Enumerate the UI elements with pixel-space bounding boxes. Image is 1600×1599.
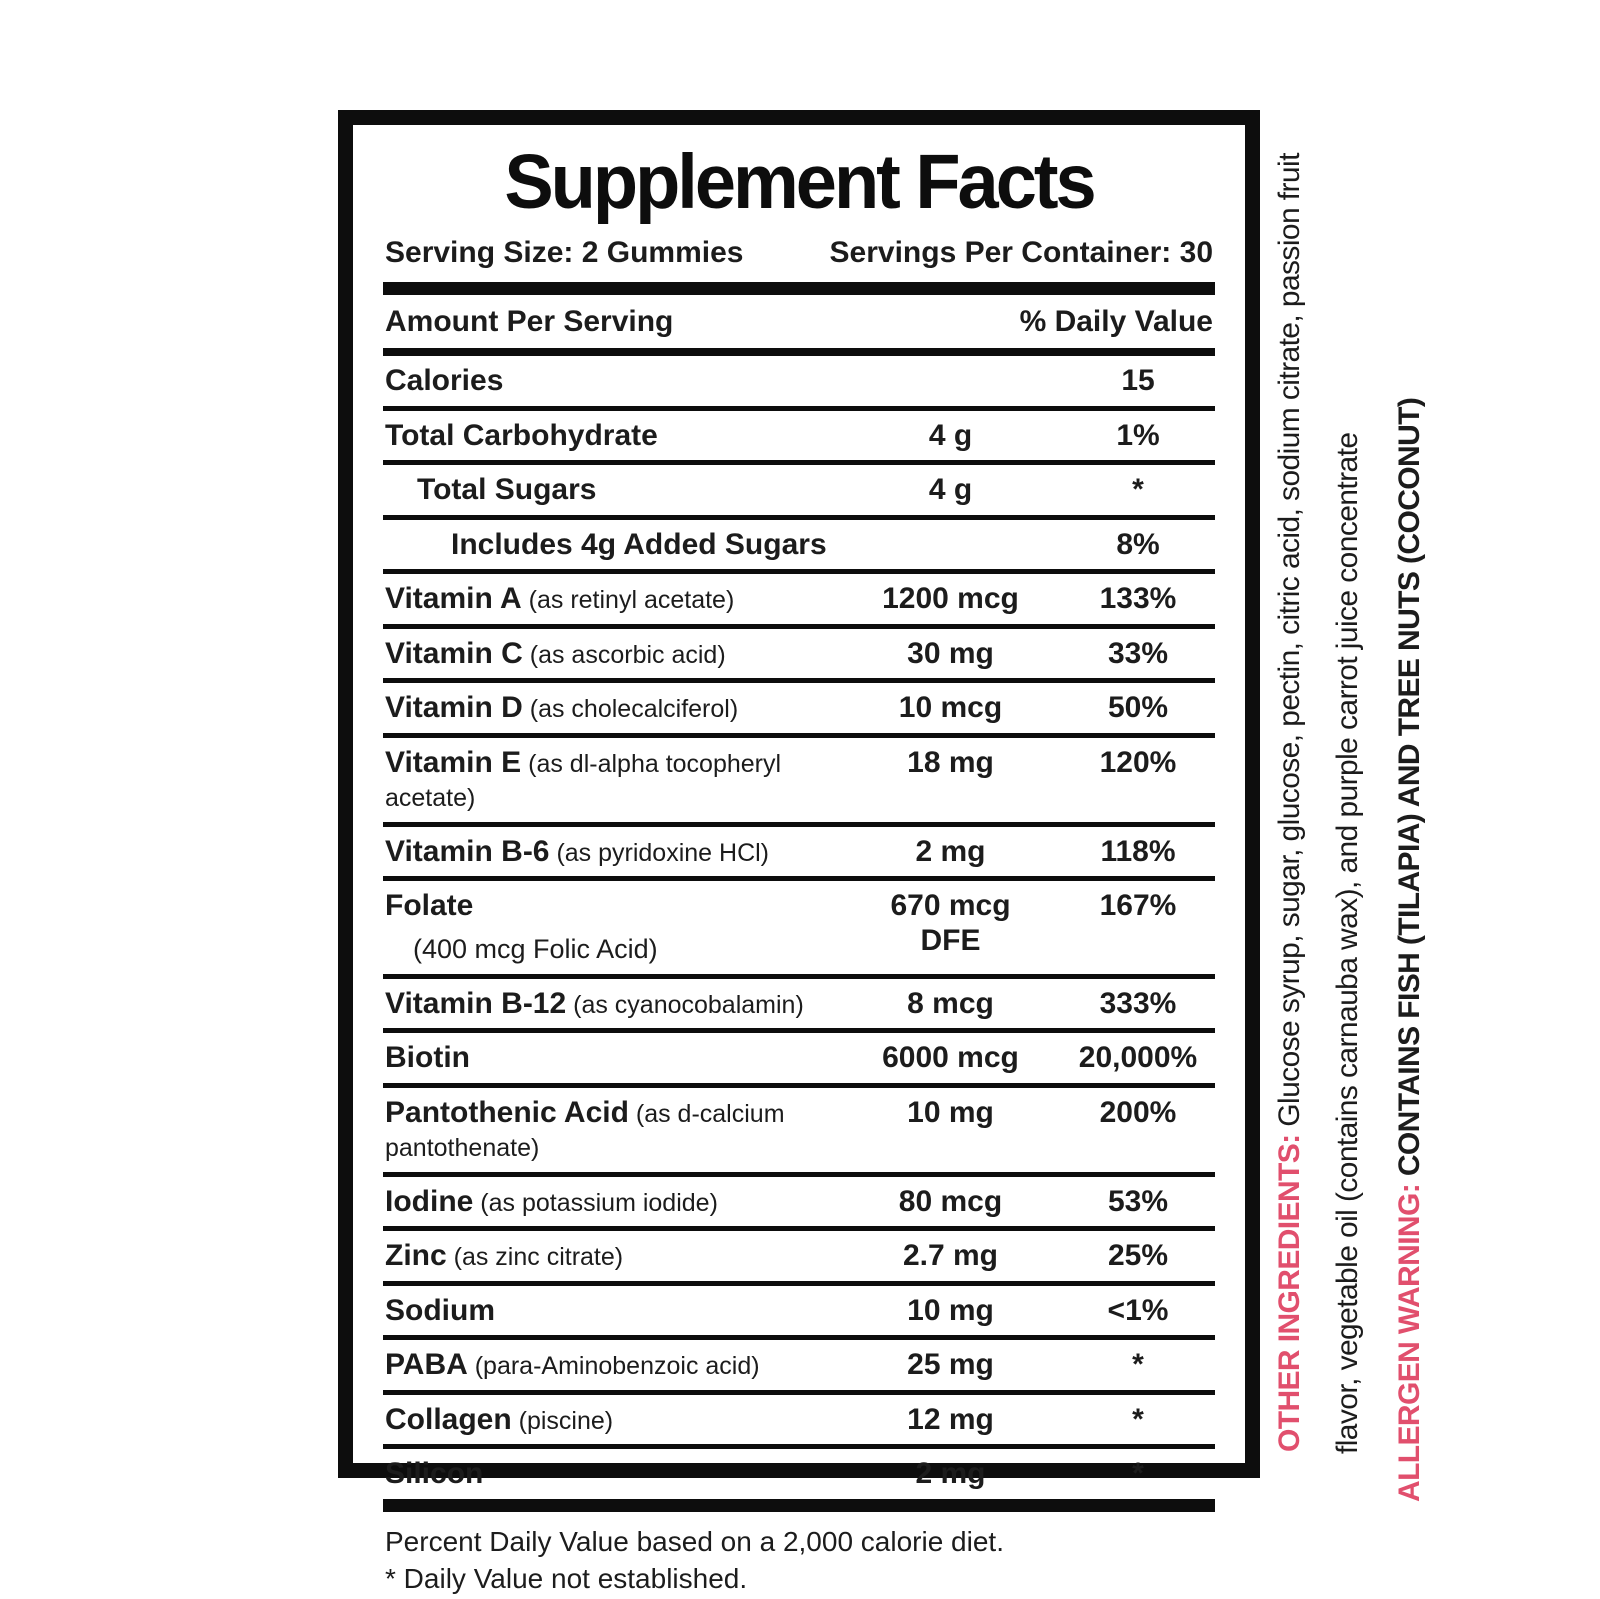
- nutrient-name: Vitamin E (as dl-alpha tocopheryl acetate): [385, 745, 782, 812]
- table-row: [383, 1088, 1215, 1177]
- nutrient-daily-value: 200%: [1099, 1095, 1177, 1129]
- nutrient-daily-value: <1%: [1107, 1293, 1169, 1327]
- nutrient-amount: 80 mcg: [898, 1184, 1003, 1218]
- table-row: [383, 881, 1215, 979]
- divider-thick-bottom: [383, 1499, 1215, 1512]
- nutrient-daily-value: *: [1132, 1457, 1144, 1491]
- nutrient-amount: 1200 mcg: [882, 582, 1019, 615]
- table-header-row: [383, 295, 1215, 356]
- table-row: [383, 356, 1215, 411]
- table-row: [383, 1231, 1215, 1286]
- nutrient-daily-value: 50%: [1107, 691, 1169, 724]
- nutrient-daily-value: 333%: [1099, 986, 1177, 1020]
- nutrient-name: Folate (400 mcg Folic Acid): [385, 889, 658, 964]
- nutrient-daily-value: 120%: [1099, 745, 1177, 779]
- divider-thick-top: [383, 282, 1215, 295]
- side-text-ingredients-line2: [1326, 433, 1370, 1454]
- nutrient-amount: 6000 mcg: [882, 1041, 1019, 1075]
- nutrient-name: Pantothenic Acid (as d-calcium pantothenate): [385, 1095, 785, 1163]
- allergen-warning-text: CONTAINS FISH (TILAPIA) AND TREE NUTS (COCONUT): [1393, 397, 1426, 1184]
- nutrient-daily-value: 33%: [1107, 636, 1169, 670]
- nutrient-amount: 10 mg: [907, 1095, 994, 1129]
- nutrient-amount: 12 mg: [907, 1402, 994, 1436]
- nutrient-name: PABA (para-Aminobenzoic acid): [385, 1348, 760, 1382]
- serving-info-row: [383, 234, 1215, 282]
- nutrient-amount: 2 mg: [915, 1457, 986, 1491]
- nutrient-name: Silicon: [385, 1457, 484, 1491]
- table-row: [383, 1395, 1215, 1450]
- side-text-allergen-warning: [1388, 398, 1432, 1502]
- nutrient-name: Collagen (piscine): [385, 1402, 614, 1436]
- supplement-facts-panel: [338, 110, 1260, 1594]
- table-row: [383, 1340, 1215, 1395]
- servings-per-container-text: Servings Per Container: 30: [829, 236, 1213, 269]
- nutrient-name: Sodium: [385, 1293, 495, 1327]
- allergen-warning-label: ALLERGEN WARNING:: [1393, 1183, 1426, 1502]
- table-row: [383, 979, 1215, 1034]
- nutrient-daily-value: *: [1132, 1402, 1144, 1436]
- table-row: [383, 1449, 1215, 1499]
- nutrient-amount: 10 mg: [907, 1293, 994, 1327]
- nutrient-daily-value: 25%: [1107, 1239, 1169, 1273]
- nutrient-daily-value: 15: [1121, 364, 1155, 397]
- side-text-ingredients-line1: [1268, 153, 1312, 1452]
- nutrient-amount: 4 g: [928, 473, 973, 506]
- table-row: [383, 1286, 1215, 1341]
- table-row: [383, 520, 1215, 575]
- facts-rows: [383, 356, 1215, 1499]
- nutrient-name: Biotin: [385, 1041, 470, 1075]
- nutrient-amount: 18 mg: [907, 745, 994, 779]
- nutrient-name: Includes 4g Added Sugars: [451, 527, 827, 561]
- footnote-line-1: Percent Daily Value based on a 2,000 calorie diet.: [385, 1525, 1004, 1557]
- nutrient-amount: 2 mg: [915, 834, 986, 868]
- table-row: [383, 629, 1215, 684]
- nutrient-daily-value: 133%: [1099, 582, 1177, 615]
- nutrient-name: Vitamin C (as ascorbic acid): [385, 636, 726, 670]
- footnote: [383, 1512, 1215, 1598]
- nutrient-name: Total Sugars: [417, 473, 597, 506]
- nutrient-name: Zinc (as zinc citrate): [385, 1239, 624, 1273]
- nutrient-amount: 10 mcg: [898, 691, 1003, 724]
- nutrient-name: Vitamin B-12 (as cyanocobalamin): [385, 986, 804, 1020]
- table-row: [383, 465, 1215, 520]
- nutrient-name: Calories: [385, 364, 504, 397]
- table-row: [383, 827, 1215, 882]
- table-row: [383, 411, 1215, 466]
- nutrient-daily-value: 1%: [1116, 418, 1160, 452]
- table-row: [383, 574, 1215, 629]
- nutrient-daily-value: 118%: [1100, 834, 1176, 868]
- serving-size-text: Serving Size: 2 Gummies: [385, 236, 744, 269]
- nutrient-name: Vitamin A (as retinyl acetate): [385, 582, 735, 615]
- nutrient-daily-value: 167%: [1099, 889, 1177, 922]
- table-row: [383, 1033, 1215, 1088]
- nutrient-daily-value: 20,000%: [1078, 1041, 1198, 1075]
- footnote-line-2: * Daily Value not established.: [385, 1562, 748, 1594]
- other-ingredients-text: Glucose syrup, sugar, glucose, pectin, citric acid, sodium citrate, passion fruit: [1273, 153, 1306, 1135]
- other-ingredients-label: OTHER INGREDIENTS:: [1273, 1134, 1306, 1452]
- nutrient-name: Total Carbohydrate: [385, 418, 658, 452]
- table-row: [383, 683, 1215, 738]
- nutrient-name: Vitamin B-6 (as pyridoxine HCl): [385, 834, 770, 868]
- page-title: Supplement Facts: [504, 138, 1094, 225]
- nutrient-amount: 2.7 mg: [902, 1239, 999, 1273]
- daily-value-header: % Daily Value: [1019, 305, 1213, 338]
- nutrient-amount: 670 mcg DFE: [890, 889, 1011, 957]
- table-row: [383, 738, 1215, 827]
- nutrient-amount: 4 g: [928, 418, 973, 452]
- table-row: [383, 1177, 1215, 1232]
- nutrient-daily-value: *: [1132, 1348, 1144, 1382]
- nutrient-amount: 30 mg: [907, 636, 994, 670]
- nutrient-name: Vitamin D (as cholecalciferol): [385, 691, 739, 724]
- nutrient-amount: 8 mcg: [907, 986, 994, 1020]
- nutrient-name: Iodine (as potassium iodide): [385, 1184, 718, 1218]
- nutrient-daily-value: 8%: [1116, 527, 1160, 561]
- nutrient-daily-value: 53%: [1107, 1184, 1169, 1218]
- nutrient-amount: 25 mg: [907, 1348, 994, 1382]
- nutrient-daily-value: *: [1132, 473, 1144, 506]
- other-ingredients-text-continued: flavor, vegetable oil (contains carnauba wax), and purple carrot juice concentrate: [1331, 432, 1364, 1454]
- amount-per-serving-header: Amount Per Serving: [385, 305, 674, 338]
